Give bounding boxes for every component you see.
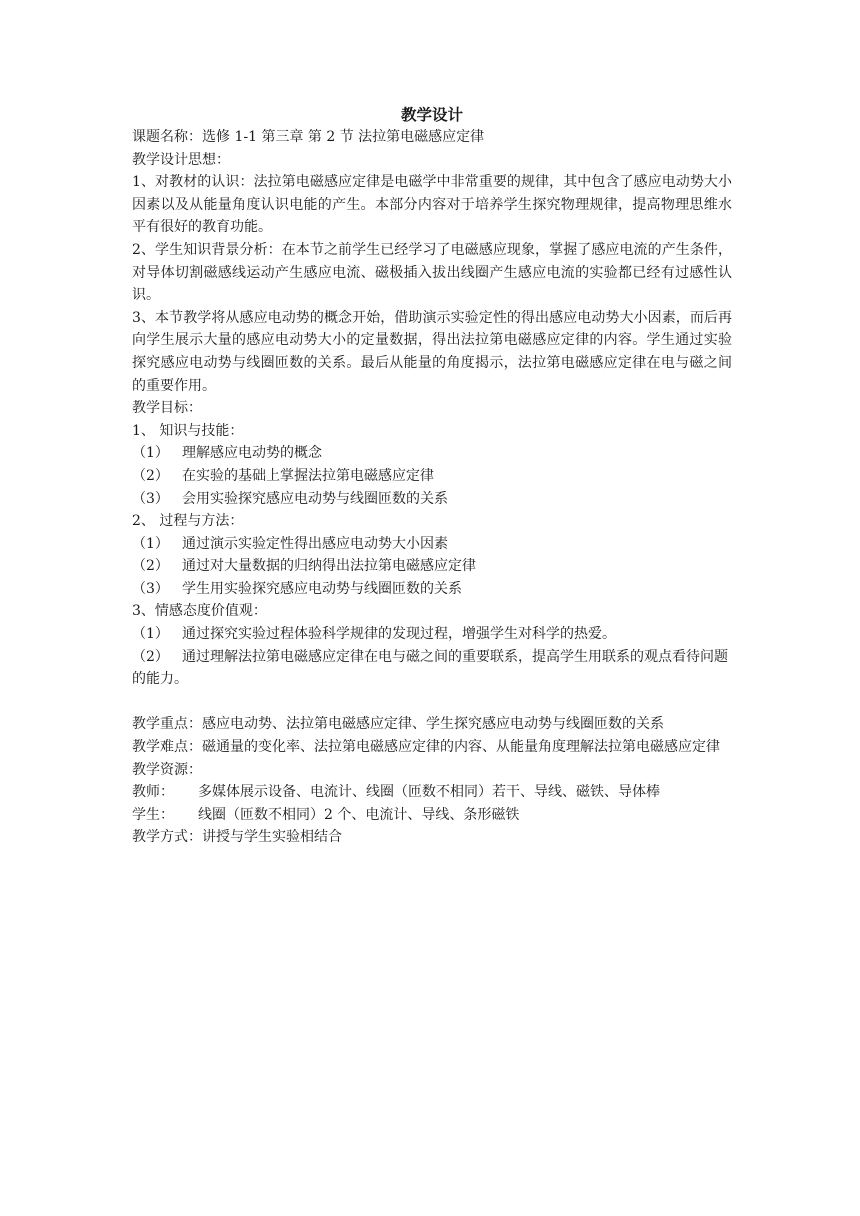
goal-item-number: （2） [132, 558, 169, 575]
goal-group-heading: 2、 过程与方法： [132, 513, 244, 530]
document-body [132, 104, 732, 849]
goal-group-heading: 3、情感态度价值观： [132, 603, 267, 620]
goal-item-text: 通过对大量数据的归纳得出法拉第电磁感应定律 [182, 558, 476, 575]
resource-text: 线圈（匝数不相同）2 个、电流计、导线、条形磁铁 [198, 806, 520, 823]
goal-item [132, 442, 732, 465]
goal-item-text: 通过探究实验过程体验科学规律的发现过程，增强学生对科学的热爱。 [182, 626, 616, 643]
goal-item-text: 通过演示实验定性得出感应电动势大小因素 [182, 535, 448, 552]
goal-item-text: 学生用实验探究感应电动势与线圈匝数的关系 [182, 580, 462, 597]
goal-item-text: 理解感应电动势的概念 [182, 445, 322, 462]
goal-item-number: （1） [132, 445, 169, 462]
goal-item-number: （3） [132, 490, 169, 507]
resource-label: 教师： [132, 784, 174, 801]
goal-item [132, 578, 732, 601]
goal-item-number: （2） [132, 467, 169, 484]
resources-heading: 教学资源： [132, 761, 202, 778]
goal-item [132, 465, 732, 488]
key-points: 教学重点：感应电动势、法拉第电磁感应定律、学生探究感应电动势与线圈匝数的关系 [132, 716, 664, 733]
goal-item-text: 通过理解法拉第电磁感应定律在电与磁之间的重要联系，提高学生用联系的观点看待问题的能力。 [132, 648, 728, 688]
difficulties: 教学难点：磁通量的变化率、法拉第电磁感应定律的内容、从能量角度理解法拉第电磁感应定律 [132, 739, 720, 756]
goal-item-number: （2） [132, 648, 169, 665]
goal-item-text: 在实验的基础上掌握法拉第电磁感应定律 [182, 467, 434, 484]
goal-item [132, 623, 732, 646]
lesson-name: 课题名称：选修 1-1 第三章 第 2 节 法拉第电磁感应定律 [132, 129, 485, 145]
document-title: 教学设计 [400, 105, 463, 124]
design-heading: 教学设计思想： [132, 151, 230, 168]
goal-item [132, 646, 732, 691]
goal-item [132, 555, 732, 578]
design-point-2: 2、学生知识背景分析：在本节之前学生已经学习了电磁感应现象，掌握了感应电流的产生条件，对导体切割磁感线运动产生感应电流、磁极插入拔出线圈产生感应电流的实验都已经有过感性认识。 [132, 241, 732, 304]
goal-item-text: 会用实验探究感应电动势与线圈匝数的关系 [182, 490, 448, 507]
goal-item-number: （1） [132, 626, 169, 643]
goals-heading: 教学目标： [132, 400, 202, 417]
resource-text: 多媒体展示设备、电流计、线圈（匝数不相同）若干、导线、磁铁、导体棒 [198, 784, 660, 801]
blank-line [132, 691, 732, 714]
resource-student [132, 804, 732, 827]
teaching-method: 教学方式：讲授与学生实验相结合 [132, 829, 342, 846]
goal-item-number: （3） [132, 580, 169, 597]
design-point-1: 1、对教材的认识：法拉第电磁感应定律是电磁学中非常重要的规律，其中包含了感应电动势大小因素以及从能量角度认识电能的产生。本部分内容对于培养学生探究物理规律，提高物理思维水平有很好的教育功能。 [132, 174, 732, 236]
goal-item [132, 533, 732, 556]
goal-item [132, 488, 732, 511]
resource-teacher [132, 781, 732, 804]
design-point-3: 3、本节教学将从感应电动势的概念开始，借助演示实验定性的得出感应电动势大小因素，而后再向学生展示大量的感应电动势大小的定量数据，得出法拉第电磁感应定律的内容。学生通过实验探究感应电动势与线圈匝数的关系。最后从能量的角度揭示，法拉第电磁感应定律在电与磁之间的重要作用。 [132, 309, 732, 394]
goal-group-heading: 1、 知识与技能： [132, 422, 244, 439]
resource-label: 学生： [132, 806, 174, 823]
goal-item-number: （1） [132, 535, 169, 552]
